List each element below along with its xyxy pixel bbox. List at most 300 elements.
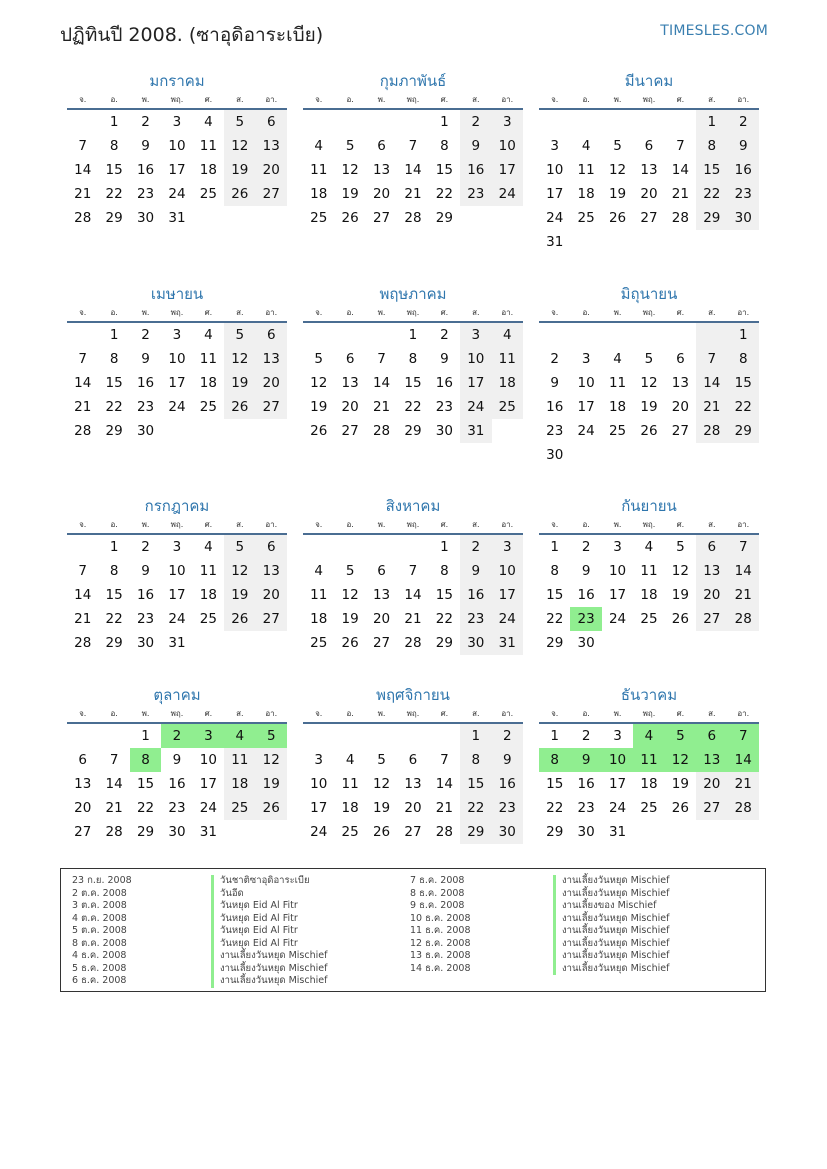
day-cell[interactable]: 18 <box>310 611 328 627</box>
day-cell[interactable]: 9 <box>141 563 150 579</box>
day-cell[interactable]: 31 <box>199 824 217 840</box>
day-cell[interactable]: 31 <box>546 234 564 250</box>
day-cell[interactable]: 29 <box>728 419 759 443</box>
day-cell[interactable]: 16 <box>492 772 523 796</box>
day-cell[interactable]: 27 <box>74 824 92 840</box>
day-cell[interactable]: 12 <box>224 347 255 371</box>
day-cell[interactable]: 22 <box>696 182 727 206</box>
holiday-day[interactable]: 2 <box>161 724 192 748</box>
day-cell[interactable]: 2 <box>728 110 759 134</box>
day-cell[interactable]: 28 <box>372 423 391 439</box>
day-cell[interactable]: 29 <box>404 423 422 439</box>
day-cell[interactable]: 7 <box>78 138 87 154</box>
day-cell[interactable]: 13 <box>640 162 658 178</box>
day-cell[interactable]: 2 <box>550 351 559 367</box>
day-cell[interactable]: 15 <box>728 371 759 395</box>
day-cell[interactable]: 24 <box>168 186 186 202</box>
day-cell[interactable]: 8 <box>109 563 119 579</box>
day-cell[interactable]: 1 <box>440 539 449 555</box>
day-cell[interactable]: 18 <box>199 587 217 603</box>
day-cell[interactable]: 6 <box>676 351 685 367</box>
day-cell[interactable]: 29 <box>546 635 564 651</box>
day-cell[interactable]: 26 <box>224 182 255 206</box>
day-cell[interactable]: 1 <box>550 728 559 744</box>
day-cell[interactable]: 26 <box>372 824 391 840</box>
day-cell[interactable]: 17 <box>608 587 627 603</box>
day-cell[interactable]: 20 <box>696 583 727 607</box>
day-cell[interactable]: 27 <box>696 796 727 820</box>
day-cell[interactable]: 19 <box>224 371 255 395</box>
day-cell[interactable]: 21 <box>696 395 727 419</box>
day-cell[interactable]: 1 <box>109 327 119 343</box>
day-cell[interactable]: 9 <box>460 134 491 158</box>
day-cell[interactable]: 7 <box>728 535 759 559</box>
holiday-day[interactable]: 9 <box>570 748 601 772</box>
day-cell[interactable]: 20 <box>671 399 689 415</box>
day-cell[interactable]: 15 <box>696 158 727 182</box>
holiday-day[interactable]: 8 <box>539 748 570 772</box>
day-cell[interactable]: 22 <box>460 796 491 820</box>
day-cell[interactable]: 14 <box>671 162 689 178</box>
day-cell[interactable]: 3 <box>172 327 182 343</box>
day-cell[interactable]: 1 <box>109 114 119 130</box>
day-cell[interactable]: 5 <box>644 351 654 367</box>
day-cell[interactable]: 1 <box>728 323 759 347</box>
day-cell[interactable]: 24 <box>168 611 186 627</box>
day-cell[interactable]: 19 <box>224 158 255 182</box>
day-cell[interactable]: 27 <box>256 607 287 631</box>
holiday-day[interactable]: 14 <box>728 748 759 772</box>
day-cell[interactable]: 14 <box>404 162 422 178</box>
day-cell[interactable]: 21 <box>74 611 92 627</box>
day-cell[interactable]: 6 <box>256 535 287 559</box>
day-cell[interactable]: 24 <box>608 800 627 816</box>
day-cell[interactable]: 7 <box>78 351 87 367</box>
day-cell[interactable]: 5 <box>613 138 622 154</box>
day-cell[interactable]: 16 <box>136 587 155 603</box>
day-cell[interactable]: 18 <box>199 375 217 391</box>
day-cell[interactable]: 17 <box>199 776 217 792</box>
day-cell[interactable]: 6 <box>345 351 355 367</box>
day-cell[interactable]: 6 <box>696 535 727 559</box>
day-cell[interactable]: 28 <box>435 824 453 840</box>
day-cell[interactable]: 8 <box>109 138 119 154</box>
day-cell[interactable]: 20 <box>372 186 391 202</box>
day-cell[interactable]: 8 <box>440 138 449 154</box>
day-cell[interactable]: 3 <box>581 351 591 367</box>
day-cell[interactable]: 11 <box>199 138 217 154</box>
day-cell[interactable]: 10 <box>310 776 328 792</box>
day-cell[interactable]: 10 <box>492 134 523 158</box>
day-cell[interactable]: 23 <box>728 182 759 206</box>
day-cell[interactable]: 2 <box>440 327 449 343</box>
day-cell[interactable]: 9 <box>728 134 759 158</box>
day-cell[interactable]: 8 <box>696 134 727 158</box>
day-cell[interactable]: 18 <box>640 776 658 792</box>
day-cell[interactable]: 25 <box>640 800 658 816</box>
day-cell[interactable]: 3 <box>314 752 323 768</box>
day-cell[interactable]: 13 <box>74 776 92 792</box>
day-cell[interactable]: 20 <box>256 583 287 607</box>
day-cell[interactable]: 15 <box>435 587 453 603</box>
day-cell[interactable]: 31 <box>168 635 186 651</box>
day-cell[interactable]: 15 <box>404 375 422 391</box>
day-cell[interactable]: 14 <box>105 776 123 792</box>
day-cell[interactable]: 6 <box>78 752 87 768</box>
day-cell[interactable]: 19 <box>224 583 255 607</box>
day-cell[interactable]: 25 <box>199 186 217 202</box>
day-cell[interactable]: 1 <box>408 327 418 343</box>
day-cell[interactable]: 12 <box>671 563 689 579</box>
day-cell[interactable]: 25 <box>199 399 217 415</box>
day-cell[interactable]: 12 <box>372 776 391 792</box>
day-cell[interactable]: 10 <box>608 563 627 579</box>
day-cell[interactable]: 28 <box>74 635 92 651</box>
day-cell[interactable]: 18 <box>492 371 523 395</box>
day-cell[interactable]: 17 <box>168 587 186 603</box>
day-cell[interactable]: 3 <box>460 323 491 347</box>
day-cell[interactable]: 12 <box>608 162 627 178</box>
day-cell[interactable]: 27 <box>341 423 359 439</box>
day-cell[interactable]: 11 <box>224 748 255 772</box>
day-cell[interactable]: 28 <box>728 607 759 631</box>
day-cell[interactable]: 21 <box>74 399 92 415</box>
day-cell[interactable]: 22 <box>546 611 564 627</box>
day-cell[interactable]: 19 <box>640 399 658 415</box>
day-cell[interactable]: 26 <box>640 423 658 439</box>
day-cell[interactable]: 22 <box>728 395 759 419</box>
day-cell[interactable]: 28 <box>404 210 422 226</box>
day-cell[interactable]: 22 <box>105 186 123 202</box>
day-cell[interactable]: 5 <box>224 323 255 347</box>
day-cell[interactable]: 25 <box>492 395 523 419</box>
day-cell[interactable]: 14 <box>372 375 391 391</box>
day-cell[interactable]: 7 <box>408 138 418 154</box>
day-cell[interactable]: 21 <box>404 611 422 627</box>
day-cell[interactable]: 21 <box>372 399 391 415</box>
day-cell[interactable]: 3 <box>613 539 622 555</box>
day-cell[interactable]: 19 <box>671 587 689 603</box>
day-cell[interactable]: 14 <box>728 559 759 583</box>
day-cell[interactable]: 21 <box>671 186 689 202</box>
day-cell[interactable]: 3 <box>172 114 182 130</box>
day-cell[interactable]: 1 <box>141 728 150 744</box>
day-cell[interactable]: 10 <box>168 138 186 154</box>
day-cell[interactable]: 21 <box>728 772 759 796</box>
day-cell[interactable]: 24 <box>546 210 564 226</box>
day-cell[interactable]: 17 <box>310 800 328 816</box>
day-cell[interactable]: 2 <box>581 728 591 744</box>
day-cell[interactable]: 21 <box>105 800 123 816</box>
day-cell[interactable]: 6 <box>256 323 287 347</box>
day-cell[interactable]: 23 <box>168 800 186 816</box>
day-cell[interactable]: 9 <box>460 559 491 583</box>
day-cell[interactable]: 9 <box>172 752 182 768</box>
day-cell[interactable]: 12 <box>224 559 255 583</box>
day-cell[interactable]: 17 <box>546 186 564 202</box>
day-cell[interactable]: 2 <box>141 539 150 555</box>
day-cell[interactable]: 29 <box>460 820 491 844</box>
holiday-day[interactable]: 7 <box>728 724 759 748</box>
day-cell[interactable]: 7 <box>377 351 386 367</box>
day-cell[interactable]: 6 <box>644 138 654 154</box>
day-cell[interactable]: 26 <box>671 800 689 816</box>
day-cell[interactable]: 10 <box>460 347 491 371</box>
day-cell[interactable]: 5 <box>377 752 386 768</box>
day-cell[interactable]: 14 <box>74 375 92 391</box>
day-cell[interactable]: 4 <box>613 351 622 367</box>
day-cell[interactable]: 16 <box>136 162 155 178</box>
day-cell[interactable]: 16 <box>168 776 186 792</box>
day-cell[interactable]: 13 <box>372 162 391 178</box>
day-cell[interactable]: 29 <box>435 635 453 651</box>
day-cell[interactable]: 24 <box>460 395 491 419</box>
day-cell[interactable]: 31 <box>460 419 491 443</box>
day-cell[interactable]: 9 <box>141 138 150 154</box>
day-cell[interactable]: 18 <box>608 399 627 415</box>
day-cell[interactable]: 13 <box>671 375 689 391</box>
day-cell[interactable]: 20 <box>640 186 658 202</box>
day-cell[interactable]: 25 <box>199 611 217 627</box>
day-cell[interactable]: 25 <box>310 210 328 226</box>
day-cell[interactable]: 23 <box>435 399 453 415</box>
day-cell[interactable]: 23 <box>492 796 523 820</box>
day-cell[interactable]: 10 <box>577 375 595 391</box>
day-cell[interactable]: 15 <box>546 776 564 792</box>
day-cell[interactable]: 20 <box>256 371 287 395</box>
day-cell[interactable]: 28 <box>105 824 123 840</box>
day-cell[interactable]: 22 <box>105 399 123 415</box>
day-cell[interactable]: 22 <box>435 186 453 202</box>
day-cell[interactable]: 17 <box>608 776 627 792</box>
brand-logo[interactable]: TIMESLES.COM <box>660 23 768 39</box>
day-cell[interactable]: 26 <box>341 635 359 651</box>
day-cell[interactable]: 13 <box>256 134 287 158</box>
day-cell[interactable]: 30 <box>577 635 595 651</box>
day-cell[interactable]: 28 <box>74 423 92 439</box>
holiday-day[interactable]: 13 <box>696 748 727 772</box>
day-cell[interactable]: 29 <box>435 210 453 226</box>
day-cell[interactable]: 15 <box>460 772 491 796</box>
day-cell[interactable]: 20 <box>256 158 287 182</box>
day-cell[interactable]: 4 <box>204 114 213 130</box>
day-cell[interactable]: 1 <box>440 114 449 130</box>
day-cell[interactable]: 11 <box>577 162 595 178</box>
day-cell[interactable]: 2 <box>581 539 591 555</box>
day-cell[interactable]: 14 <box>435 776 453 792</box>
holiday-day[interactable]: 8 <box>130 748 161 772</box>
day-cell[interactable]: 5 <box>345 563 355 579</box>
day-cell[interactable]: 24 <box>608 611 627 627</box>
day-cell[interactable]: 16 <box>546 399 564 415</box>
day-cell[interactable]: 26 <box>256 796 287 820</box>
day-cell[interactable]: 21 <box>728 583 759 607</box>
day-cell[interactable]: 20 <box>341 399 359 415</box>
day-cell[interactable]: 17 <box>577 399 595 415</box>
day-cell[interactable]: 30 <box>136 635 155 651</box>
day-cell[interactable]: 30 <box>136 423 155 439</box>
day-cell[interactable]: 21 <box>404 186 422 202</box>
holiday-day[interactable]: 3 <box>193 724 224 748</box>
day-cell[interactable]: 26 <box>608 210 627 226</box>
day-cell[interactable]: 27 <box>256 395 287 419</box>
day-cell[interactable]: 8 <box>550 563 559 579</box>
day-cell[interactable]: 4 <box>204 539 213 555</box>
day-cell[interactable]: 19 <box>341 186 359 202</box>
day-cell[interactable]: 10 <box>168 351 186 367</box>
day-cell[interactable]: 3 <box>492 535 523 559</box>
day-cell[interactable]: 25 <box>341 824 359 840</box>
holiday-day[interactable]: 6 <box>696 724 727 748</box>
day-cell[interactable]: 25 <box>577 210 595 226</box>
day-cell[interactable]: 8 <box>109 351 119 367</box>
day-cell[interactable]: 18 <box>199 162 217 178</box>
day-cell[interactable]: 13 <box>372 587 391 603</box>
holiday-day[interactable]: 11 <box>633 748 664 772</box>
day-cell[interactable]: 29 <box>546 824 564 840</box>
day-cell[interactable]: 1 <box>460 724 491 748</box>
day-cell[interactable]: 9 <box>550 375 559 391</box>
day-cell[interactable]: 13 <box>341 375 359 391</box>
day-cell[interactable]: 13 <box>404 776 422 792</box>
day-cell[interactable]: 28 <box>671 210 689 226</box>
day-cell[interactable]: 30 <box>435 423 453 439</box>
day-cell[interactable]: 13 <box>256 559 287 583</box>
day-cell[interactable]: 23 <box>546 423 564 439</box>
day-cell[interactable]: 24 <box>577 423 595 439</box>
day-cell[interactable]: 22 <box>546 800 564 816</box>
day-cell[interactable]: 24 <box>492 607 523 631</box>
day-cell[interactable]: 22 <box>105 611 123 627</box>
day-cell[interactable]: 28 <box>74 210 92 226</box>
day-cell[interactable]: 12 <box>310 375 328 391</box>
day-cell[interactable]: 30 <box>577 824 595 840</box>
day-cell[interactable]: 27 <box>696 607 727 631</box>
day-cell[interactable]: 15 <box>435 162 453 178</box>
day-cell[interactable]: 13 <box>696 559 727 583</box>
day-cell[interactable]: 27 <box>256 182 287 206</box>
day-cell[interactable]: 3 <box>550 138 559 154</box>
day-cell[interactable]: 9 <box>440 351 449 367</box>
day-cell[interactable]: 15 <box>105 375 123 391</box>
day-cell[interactable]: 16 <box>136 375 155 391</box>
day-cell[interactable]: 19 <box>608 186 627 202</box>
day-cell[interactable]: 16 <box>460 158 491 182</box>
day-cell[interactable]: 10 <box>168 563 186 579</box>
day-cell[interactable]: 5 <box>224 535 255 559</box>
day-cell[interactable]: 29 <box>105 635 123 651</box>
day-cell[interactable]: 18 <box>577 186 595 202</box>
day-cell[interactable]: 23 <box>460 607 491 631</box>
day-cell[interactable]: 15 <box>136 776 155 792</box>
day-cell[interactable]: 16 <box>577 587 595 603</box>
day-cell[interactable]: 15 <box>105 162 123 178</box>
day-cell[interactable]: 11 <box>199 563 217 579</box>
day-cell[interactable]: 20 <box>696 772 727 796</box>
day-cell[interactable]: 11 <box>341 776 359 792</box>
day-cell[interactable]: 27 <box>372 210 391 226</box>
day-cell[interactable]: 12 <box>224 134 255 158</box>
day-cell[interactable]: 30 <box>728 206 759 230</box>
day-cell[interactable]: 17 <box>168 162 186 178</box>
day-cell[interactable]: 21 <box>435 800 453 816</box>
day-cell[interactable]: 31 <box>608 824 627 840</box>
day-cell[interactable]: 10 <box>199 752 217 768</box>
day-cell[interactable]: 14 <box>696 371 727 395</box>
day-cell[interactable]: 4 <box>314 563 323 579</box>
day-cell[interactable]: 20 <box>404 800 422 816</box>
day-cell[interactable]: 29 <box>696 206 727 230</box>
day-cell[interactable]: 3 <box>172 539 182 555</box>
day-cell[interactable]: 7 <box>78 563 87 579</box>
day-cell[interactable]: 1 <box>696 110 727 134</box>
holiday-day[interactable]: 10 <box>602 748 633 772</box>
day-cell[interactable]: 11 <box>310 162 328 178</box>
day-cell[interactable]: 22 <box>136 800 155 816</box>
day-cell[interactable]: 6 <box>408 752 418 768</box>
day-cell[interactable]: 19 <box>256 772 287 796</box>
day-cell[interactable]: 3 <box>613 728 622 744</box>
day-cell[interactable]: 19 <box>671 776 689 792</box>
holiday-day[interactable]: 4 <box>633 724 664 748</box>
day-cell[interactable]: 9 <box>141 351 150 367</box>
day-cell[interactable]: 7 <box>109 752 119 768</box>
day-cell[interactable]: 8 <box>728 347 759 371</box>
day-cell[interactable]: 20 <box>372 611 391 627</box>
day-cell[interactable]: 8 <box>440 563 449 579</box>
day-cell[interactable]: 17 <box>492 583 523 607</box>
holiday-day[interactable]: 12 <box>665 748 696 772</box>
day-cell[interactable]: 12 <box>341 162 359 178</box>
day-cell[interactable]: 11 <box>608 375 627 391</box>
day-cell[interactable]: 8 <box>408 351 418 367</box>
day-cell[interactable]: 26 <box>341 210 359 226</box>
day-cell[interactable]: 28 <box>696 419 727 443</box>
day-cell[interactable]: 5 <box>345 138 355 154</box>
day-cell[interactable]: 20 <box>74 800 92 816</box>
day-cell[interactable]: 11 <box>199 351 217 367</box>
day-cell[interactable]: 24 <box>199 800 217 816</box>
day-cell[interactable]: 29 <box>105 210 123 226</box>
day-cell[interactable]: 12 <box>341 587 359 603</box>
day-cell[interactable]: 7 <box>676 138 685 154</box>
day-cell[interactable]: 10 <box>546 162 564 178</box>
day-cell[interactable]: 11 <box>492 347 523 371</box>
day-cell[interactable]: 26 <box>310 423 328 439</box>
day-cell[interactable]: 6 <box>377 563 386 579</box>
day-cell[interactable]: 16 <box>728 158 759 182</box>
day-cell[interactable]: 16 <box>577 776 595 792</box>
day-cell[interactable]: 5 <box>314 351 323 367</box>
day-cell[interactable]: 14 <box>74 162 92 178</box>
day-cell[interactable]: 10 <box>492 559 523 583</box>
day-cell[interactable]: 4 <box>581 138 591 154</box>
day-cell[interactable]: 19 <box>341 611 359 627</box>
day-cell[interactable]: 12 <box>256 748 287 772</box>
day-cell[interactable]: 27 <box>372 635 391 651</box>
day-cell[interactable]: 23 <box>577 800 595 816</box>
day-cell[interactable]: 30 <box>460 631 491 655</box>
day-cell[interactable]: 27 <box>404 824 422 840</box>
day-cell[interactable]: 25 <box>608 423 627 439</box>
day-cell[interactable]: 13 <box>256 347 287 371</box>
day-cell[interactable]: 18 <box>640 587 658 603</box>
day-cell[interactable]: 27 <box>640 210 658 226</box>
day-cell[interactable]: 6 <box>256 110 287 134</box>
day-cell[interactable]: 19 <box>310 399 328 415</box>
day-cell[interactable]: 11 <box>310 587 328 603</box>
day-cell[interactable]: 29 <box>105 423 123 439</box>
